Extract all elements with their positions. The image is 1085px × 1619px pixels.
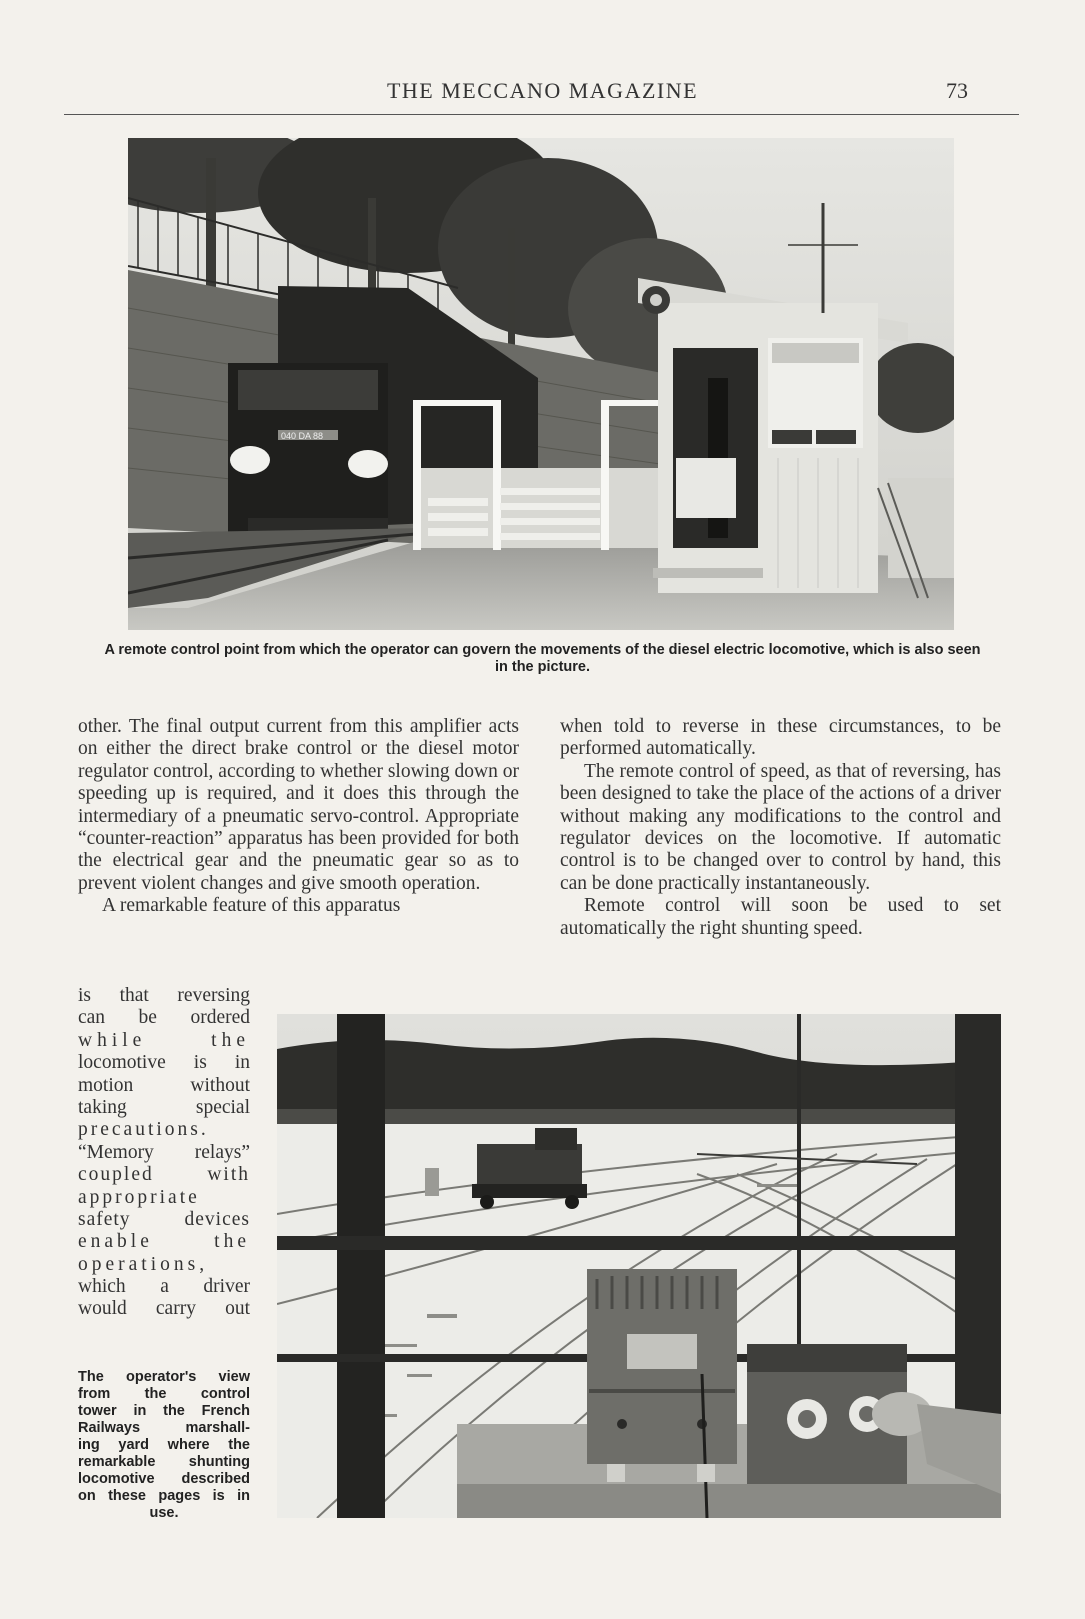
article-right-column [560,716,1001,940]
text-line: motion without [78,1074,250,1096]
caption-line: locomotive described [78,1471,250,1487]
paragraph: when told to reverse in these circumstances, to be performed automatically. [560,716,1001,760]
text-line: can be ordered [78,1007,250,1029]
side-photo-caption [78,1369,250,1522]
text-line: appropriate [78,1186,200,1208]
caption-line: from the control [78,1386,250,1402]
page-number: 73 [946,78,968,103]
paragraph: A remarkable feature of this apparatus [102,895,401,917]
caption-line: Railways marshall- [78,1420,250,1436]
caption-line: The operator's view [78,1369,250,1385]
article-left-column [78,716,519,918]
paragraph: The remote control of speed, as that of reversing, has been designed to take the place of the actions of a driver without making any modifications to the control and regulator devices on the locomotive. If automatic control is to be changed over to control by hand, this can be done practically instantaneously. [560,760,1001,894]
control-tower-view-photo [277,1014,1001,1518]
text-line: locomotive is in [78,1052,250,1074]
text-line: “Memory relays” [78,1141,250,1163]
text-line: while the [78,1029,250,1051]
caption-line: remarkable shunting [78,1454,250,1470]
top-photo-caption: A remote control point from which the operator can govern the movements of the diesel electric locomotive, which is also seen in the picture. [104,642,981,675]
text-line: operations, [78,1253,209,1275]
text-line: precautions. [78,1119,209,1141]
caption-line: tower in the French [78,1403,250,1419]
text-line: would carry out [78,1298,250,1320]
text-line: which a driver [78,1276,250,1298]
paragraph: Remote control will soon be used to set automatically the right shunting speed. [560,895,1001,939]
remote-control-point-photo [128,138,954,630]
text-line: coupled with [78,1164,250,1186]
locomotive-number: 040 DA 88 [281,431,324,441]
text-line: taking special [78,1096,250,1118]
magazine-title: THE MECCANO MAGAZINE [386,78,699,103]
caption-line: use. [149,1505,179,1521]
caption-line: on these pages is in [78,1488,250,1504]
paragraph: other. The final output current from this amplifier acts on either the direct brake control or the diesel motor regulator control, according to whether slowing down or speeding up is required, and it does this through the intermediary of a pneumatic servo-control. Appropriate “counter-reaction” apparatus has been provided for both the electrical gear and the pneumatic gear so as to prevent violent changes and give smooth operation. [78,716,519,894]
text-line: enable the [78,1231,250,1253]
header-rule [64,114,1019,115]
caption-line: ing yard where the [78,1437,250,1453]
text-line: safety devices [78,1208,250,1230]
text-line: is that reversing [78,985,250,1006]
article-narrow-column [78,985,250,1321]
